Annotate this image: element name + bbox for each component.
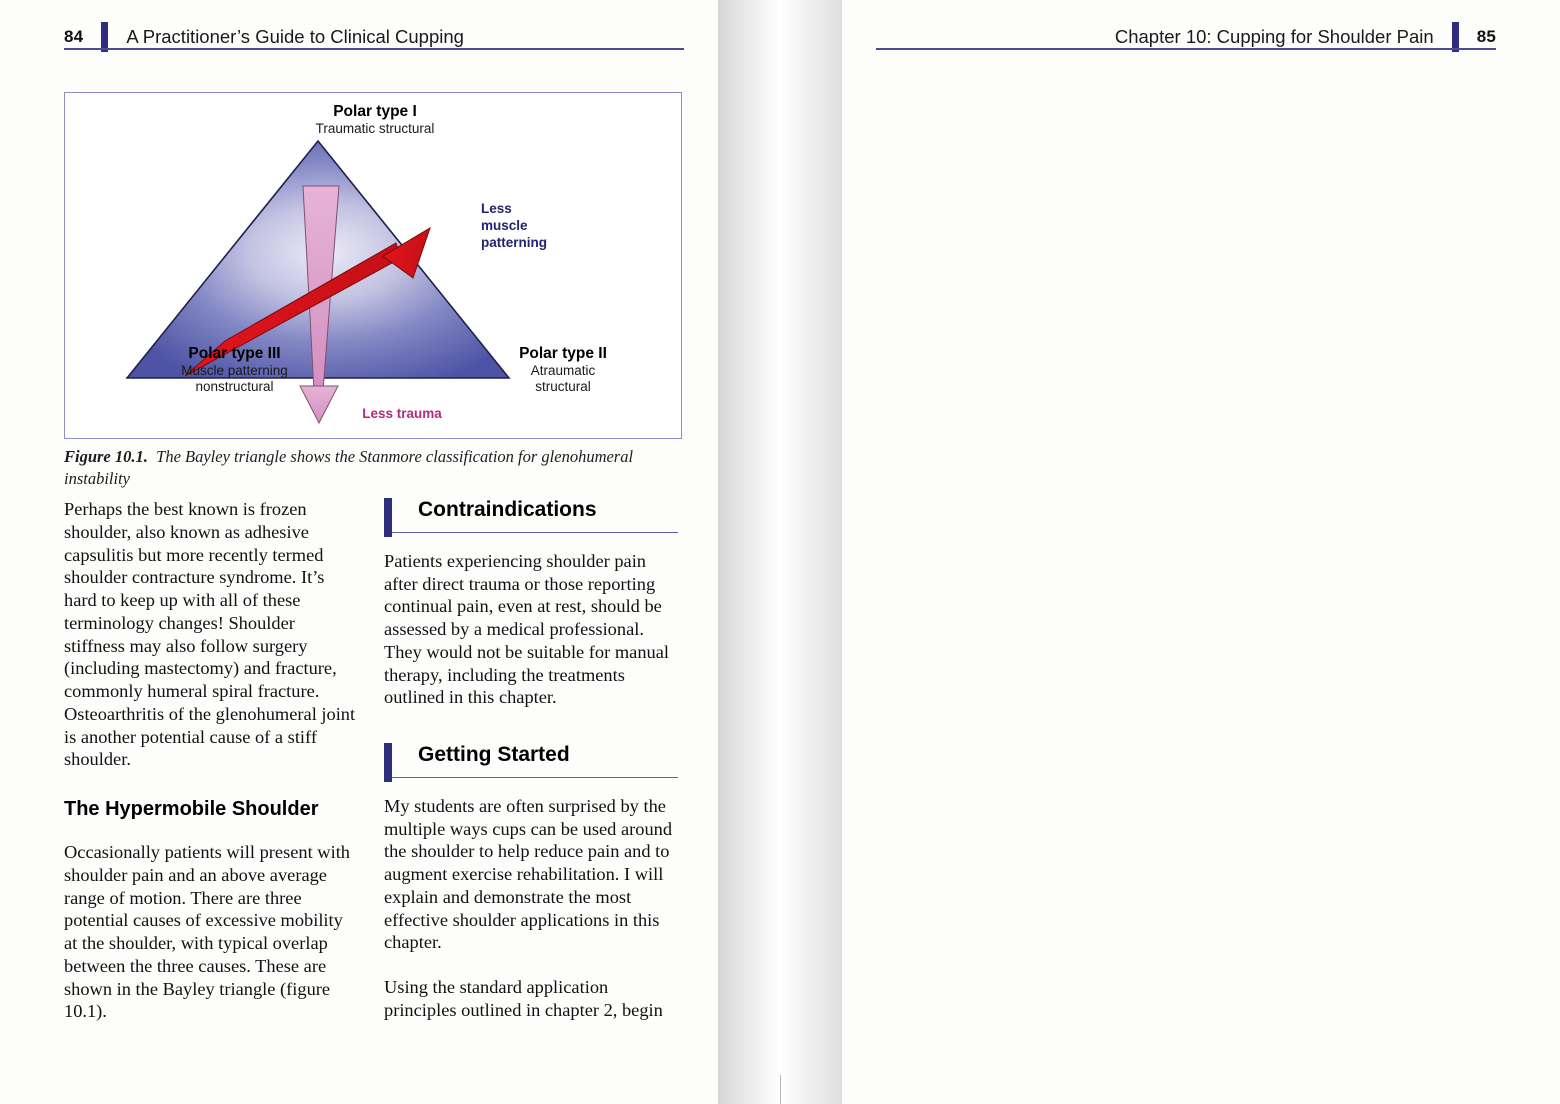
polar-type-3-title: Polar type III [188,345,281,362]
left-col2-paragraph-1: Patients experiencing shoulder pain after direct trauma or those reporting continual pain, even at rest, should be assessed by a medical professional. They would not be suitable for manual therapy, including the treatments outlined in this chapter. [384,550,669,708]
left-col2-paragraph-3: Using the standard application principles outlined in chapter 2, begin [384,977,663,1020]
fold-line [780,1075,781,1104]
triangle-label-polar-type-3 [127,345,342,395]
figure-10-1-caption [64,446,694,490]
folio-right: 85 [1476,27,1496,46]
heading-the-hypermobile-shoulder: The Hypermobile Shoulder [64,798,319,820]
left-col1-paragraph-1: Perhaps the best known is frozen shoulder, also known as adhesive capsulitis but more recently termed shoulder contracture syndrome. It’s hard to keep up with all of these terminology changes! Shoulder stiffness may also follow surgery (including mastectomy) and fracture, commonly humeral spiral fracture. Osteoarthritis of the glenohumeral joint is another potential cause of a stiff shoulder. [64,499,356,770]
left-page-column-2 [384,498,678,1044]
left-col2-paragraph-2: My students are often surprised by the multiple ways cups can be used around the shoulder to help reduce pain and to augment exercise rehabilitation. I will explain and demonstrate the most effective shoulder applications in this chapter. [384,795,673,953]
polar-type-1-subtitle: Traumatic structural [315,121,435,137]
polar-type-2-subtitle-line2: structural [535,379,591,395]
triangle-label-less-muscle-patterning [481,201,611,252]
getting-started-heading-text: Getting Started [418,743,570,767]
section-heading-getting-started [384,743,678,778]
polar-type-2-subtitle-line1: Atraumatic [530,363,596,379]
polar-type-3-subtitle-line2: nonstructural [195,379,274,395]
less-muscle-patterning-line3: patterning [481,234,547,250]
polar-type-1-title: Polar type I [333,103,417,120]
running-head-title-left: A Practitioner’s Guide to Clinical Cupping [126,26,464,47]
polar-type-3-subtitle-line1: Muscle patterning [181,363,288,379]
figure-10-1-caption-text: The Bayley triangle shows the Stanmore classification for glenohumeral instability [64,447,634,488]
less-muscle-patterning-line1: Less [481,201,512,216]
bayley-triangle-diagram [65,93,681,438]
running-head-title-right: Chapter 10: Cupping for Shoulder Pain [1114,26,1434,47]
header-rule-left [64,48,684,50]
figure-10-1-frame [64,92,682,439]
book-gutter [718,0,842,1104]
triangle-label-polar-type-2 [463,345,663,395]
left-page-column-1 [64,498,358,1045]
folio-left: 84 [64,27,84,46]
less-muscle-patterning-line2: muscle [481,217,528,233]
left-col1-paragraph-2: Occasionally patients will present with shoulder pain and an above average range of motion. There are three potential causes of excessive mobility at the shoulder, with typical overlap between the three causes. These are shown in the Bayley triangle (figure 10.1). [64,842,351,1022]
triangle-label-polar-type-1 [260,103,490,137]
figure-10-1-caption-label: Figure 10.1. [64,447,148,466]
page-left [0,0,718,1104]
header-rule-right [876,48,1496,50]
polar-type-2-title: Polar type II [519,345,607,362]
section-heading-contraindications [384,498,678,533]
triangle-label-less-trauma: Less trauma [362,406,442,421]
contraindications-heading-text: Contraindications [418,498,597,521]
page-right [842,0,1560,1104]
